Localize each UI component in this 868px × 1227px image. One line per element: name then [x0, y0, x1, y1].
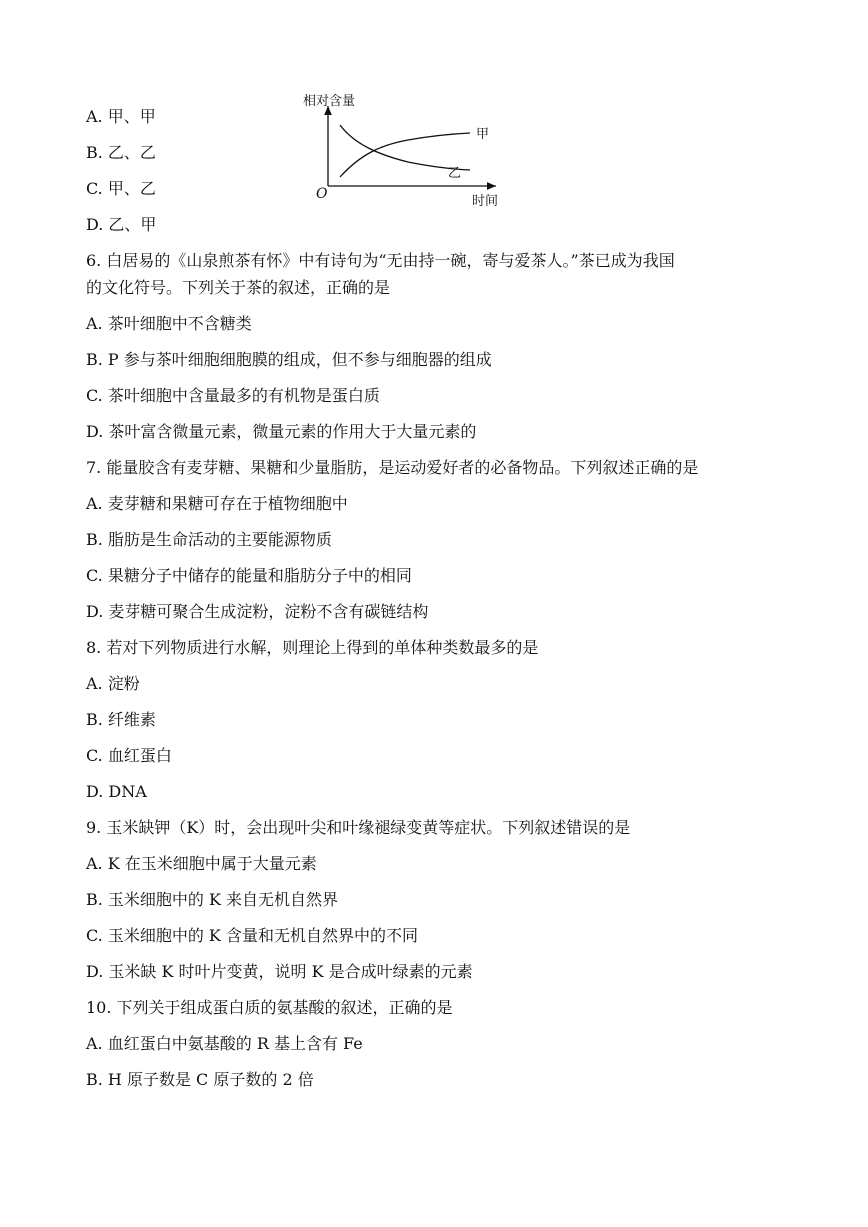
q8-option-b: B. 纤维素: [86, 710, 156, 729]
curve-yi: [340, 125, 470, 170]
q10-option-a: A. 血红蛋白中氨基酸的 R 基上含有 Fe: [86, 1034, 363, 1053]
q6-stem-cont: 的文化符号。下列关于茶的叙述，正确的是: [86, 278, 391, 297]
q7-option-b: B. 脂肪是生命活动的主要能源物质: [86, 530, 332, 549]
q5-option-a: A. 甲、甲: [86, 107, 156, 126]
q7-option-a: A. 麦芽糖和果糖可存在于植物细胞中: [86, 494, 348, 513]
q10-stem: 10. 下列关于组成蛋白质的氨基酸的叙述，正确的是: [86, 998, 453, 1017]
q9-option-d: D. 玉米缺 K 时叶片变黄，说明 K 是合成叶绿素的元素: [86, 962, 473, 981]
q8-option-a: A. 淀粉: [86, 674, 140, 693]
q8-option-d: D. DNA: [86, 782, 147, 801]
origin-label: O: [316, 186, 328, 202]
q6-option-a: A. 茶叶细胞中不含糖类: [86, 314, 252, 333]
q9-option-b: B. 玉米细胞中的 K 来自无机自然界: [86, 890, 339, 909]
content-graph: [300, 90, 510, 210]
q6-option-b: B. P 参与茶叶细胞细胞膜的组成，但不参与细胞器的组成: [86, 350, 492, 369]
q8-option-c: C. 血红蛋白: [86, 746, 172, 765]
q7-stem: 7. 能量胶含有麦芽糖、果糖和少量脂肪，是运动爱好者的必备物品。下列叙述正确的是: [86, 458, 699, 477]
q9-option-a: A. K 在玉米细胞中属于大量元素: [86, 854, 317, 873]
q7-option-d: D. 麦芽糖可聚合生成淀粉，淀粉不含有碳链结构: [86, 602, 429, 621]
curve-yi-label: 乙: [448, 166, 462, 181]
q9-stem: 9. 玉米缺钾（K）时，会出现叶尖和叶缘褪绿变黄等症状。下列叙述错误的是: [86, 818, 631, 837]
q10-option-b: B. H 原子数是 C 原子数的 2 倍: [86, 1070, 314, 1089]
x-axis-label: 时间: [472, 194, 499, 209]
q5-option-c: C. 甲、乙: [86, 179, 156, 198]
q5-option-d: D. 乙、甲: [86, 215, 157, 234]
y-axis-label: 相对含量: [303, 94, 356, 109]
graph-svg: [300, 90, 510, 210]
q7-option-c: C. 果糖分子中储存的能量和脂肪分子中的相同: [86, 566, 412, 585]
curve-jia-label: 甲: [476, 127, 490, 142]
q9-option-c: C. 玉米细胞中的 K 含量和无机自然界中的不同: [86, 926, 418, 945]
q5-option-b: B. 乙、乙: [86, 143, 156, 162]
q6-option-d: D. 茶叶富含微量元素，微量元素的作用大于大量元素的: [86, 422, 477, 441]
q6-option-c: C. 茶叶细胞中含量最多的有机物是蛋白质: [86, 386, 380, 405]
q6-stem: 6. 白居易的《山泉煎茶有怀》中有诗句为“无由持一碗，寄与爱茶人。”茶已成为我国: [86, 251, 675, 270]
q8-stem: 8. 若对下列物质进行水解，则理论上得到的单体种类数最多的是: [86, 638, 539, 657]
